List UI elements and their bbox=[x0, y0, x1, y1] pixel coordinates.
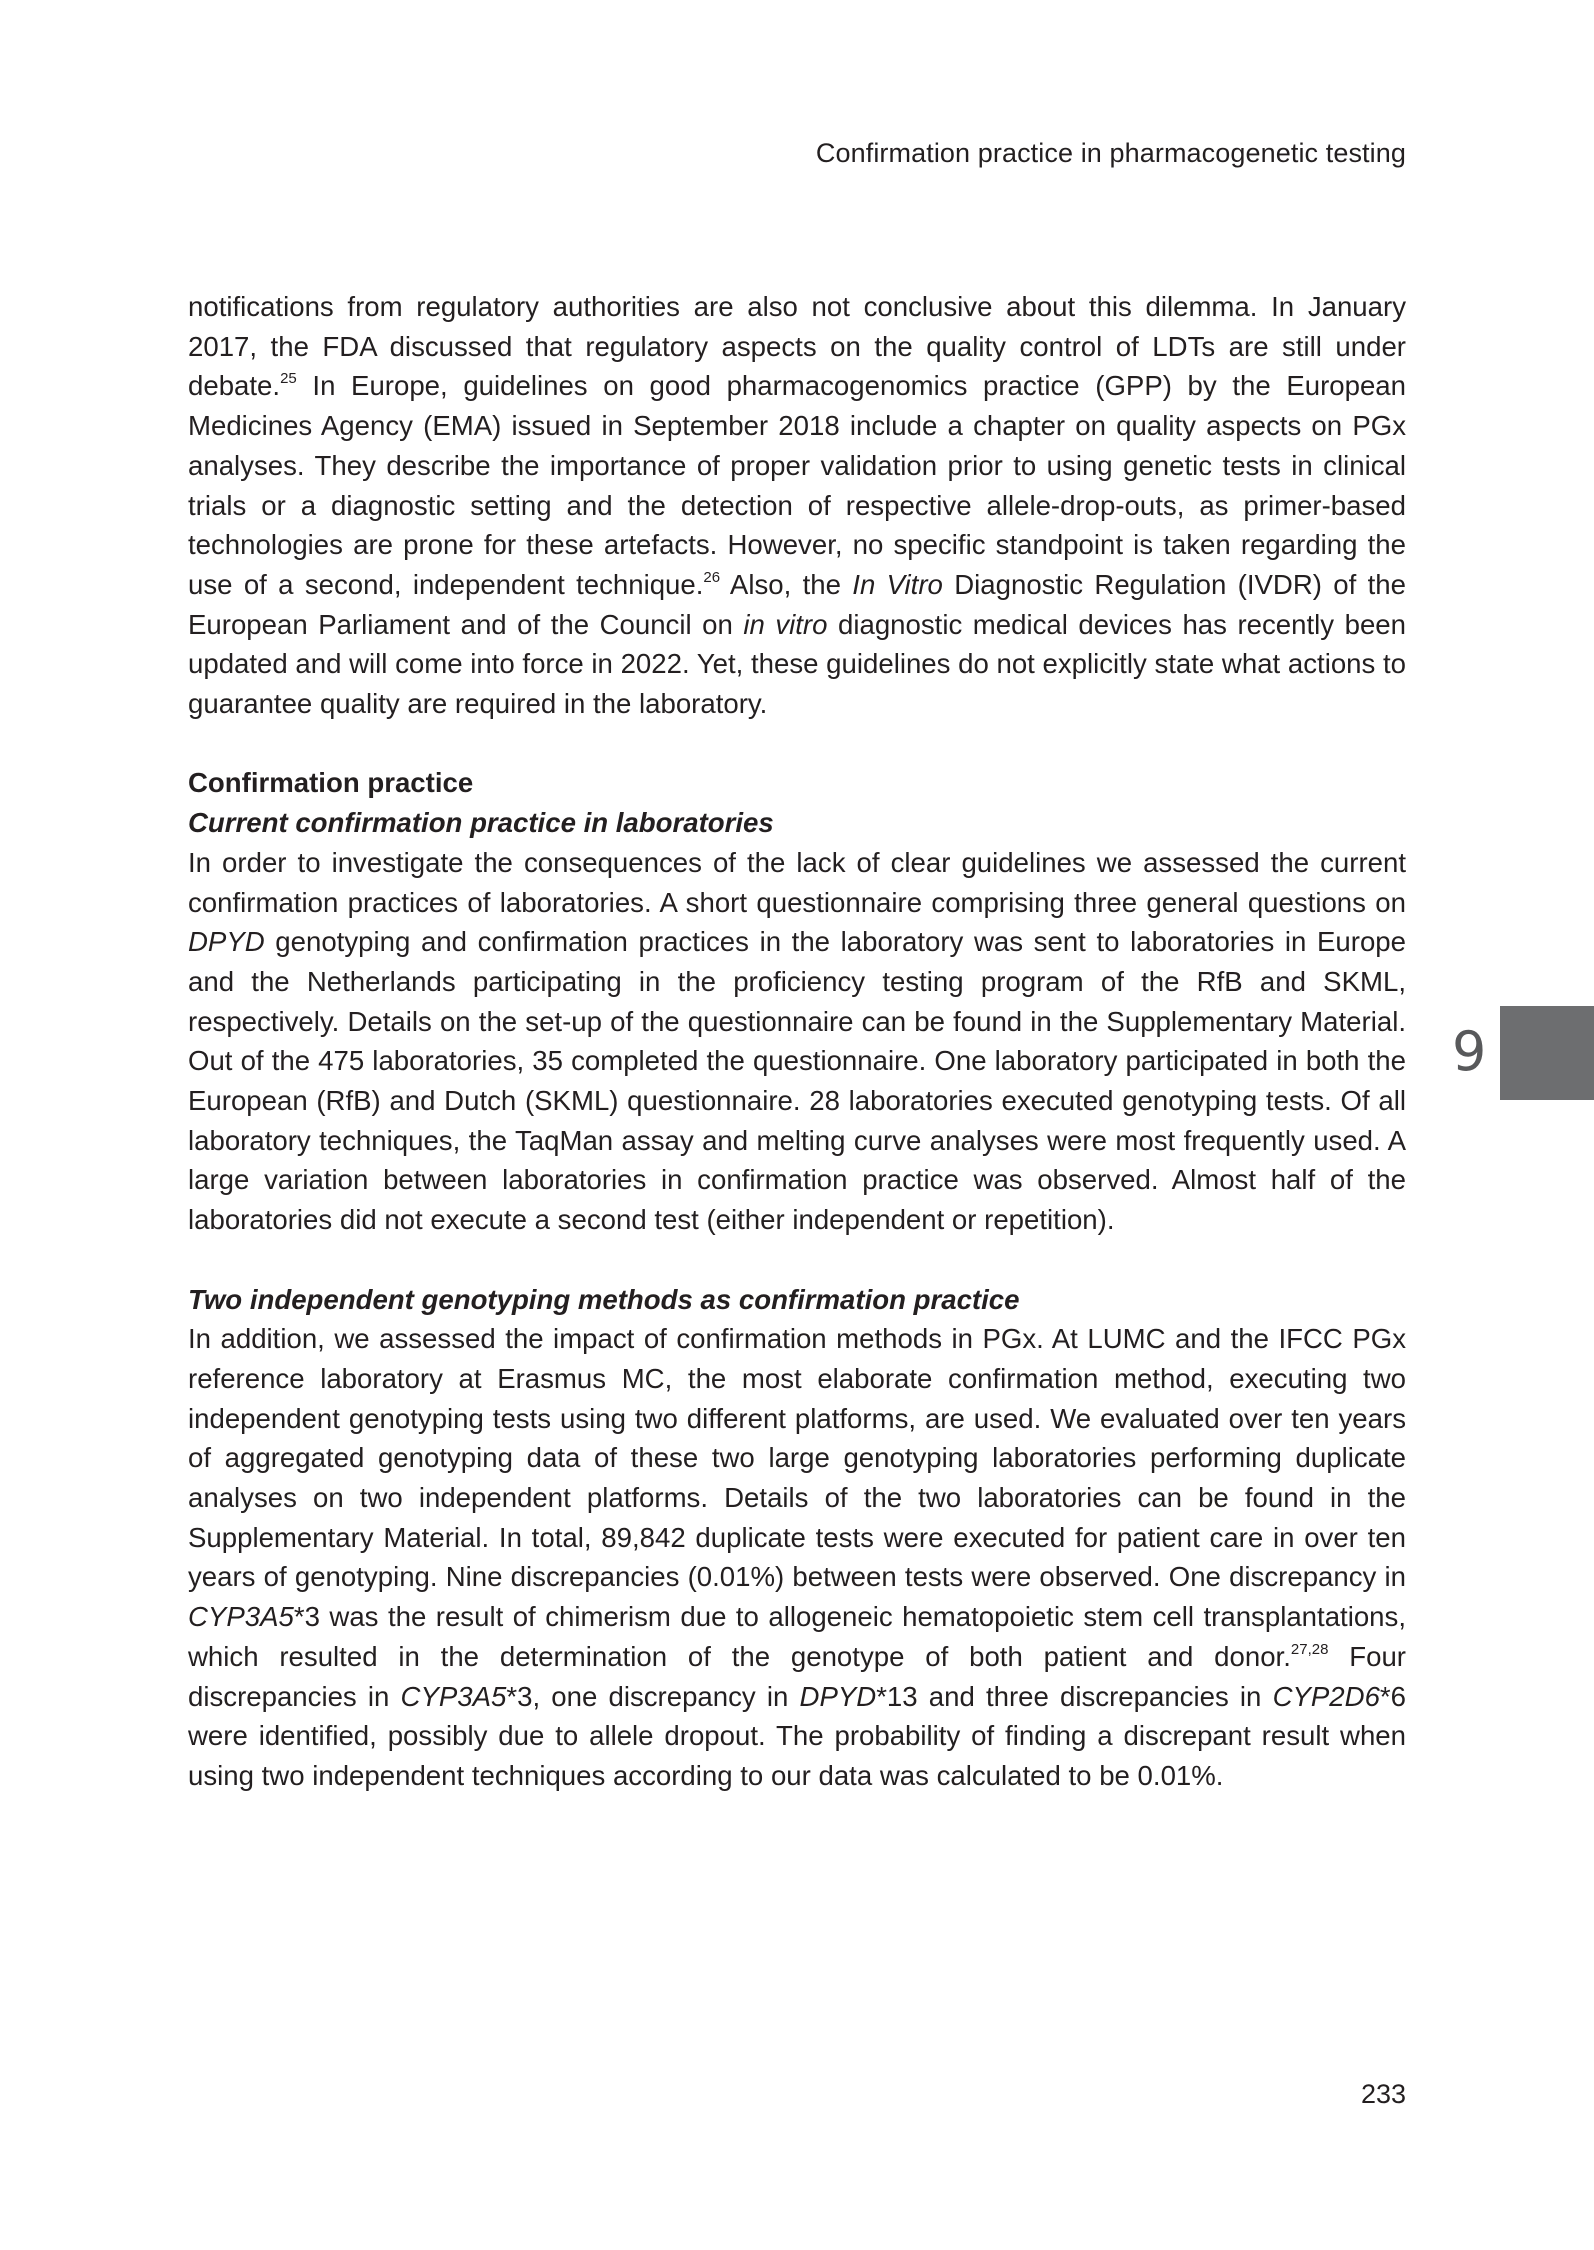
text-run: In addition, we assessed the impact of confirmation methods in PGx. At LUMC and the IFCC PGx reference laboratory at Erasmus MC, the most elaborate confirmation method, executing two independent genotyping tests using two different platforms, are used. We evaluated over ten years of aggregated genotyping data of these two large genotyping laboratories performing duplicate analyses on two independent platforms. Details of the two laboratories can be found in the Supplementary Material. In total, 89,842 duplicate tests were executed for patient care in over ten years of genotyping. Nine discrepancies (0.01%) between tests were observed. One discrepancy in bbox=[188, 1323, 1406, 1593]
section-heading: Confirmation practice bbox=[188, 767, 474, 799]
running-header: Confirmation practice in pharmacogenetic testing bbox=[815, 138, 1406, 168]
text-run: genotyping and confirmation practices in the laboratory was sent to laboratories in Europe and the Netherlands participating in the proficiency testing program of the RfB and SKML, respectively. Details on the set-up of the questionnaire can be found in the Supplementary Material. Out of the 475 laboratories, 35 completed the questionnaire. One laboratory participated in both the European (RfB) and Dutch (SKML) questionnaire. 28 laboratories executed genotyping tests. Of all laboratory techniques, the TaqMan assay and melting curve analyses were most frequently used. A large variation between laboratories in confirmation practice was observed. Almost half of the laboratories did not execute a second test (either independent or repetition). bbox=[188, 926, 1406, 1236]
citation-25: 25 bbox=[280, 370, 297, 388]
subsection-heading-two-methods: Two independent genotyping methods as confirmation practice bbox=[188, 1283, 1020, 1315]
gene-name: DPYD bbox=[188, 926, 265, 958]
text-run: diagnostic medical devices has recently been updated and will come into force in 2022. Yet, these guidelines do not explicitly state what actions to guarantee quality are required in the laboratory. bbox=[188, 608, 1407, 720]
gene-name: CYP3A5 bbox=[400, 1680, 507, 1712]
page-number: 233 bbox=[1360, 2079, 1406, 2109]
text-run: *3 was the result of chimerism due to allogeneic hematopoietic stem cell transplantations, which resulted in the determination of the genotype of both patient and donor. bbox=[188, 1601, 1406, 1672]
italic-term: In Vitro bbox=[852, 568, 943, 600]
paragraph-questionnaire bbox=[188, 843, 1406, 1240]
text-run: notifications from regulatory authorities are also not conclusive about this dilemma. In January 2017, the FDA discussed that regulatory aspects on the quality control of LDTs are still under debate. bbox=[188, 291, 1406, 402]
text-run: *3, one discrepancy in bbox=[506, 1680, 800, 1712]
paragraph-duplicate-analyses bbox=[188, 1319, 1406, 1795]
text-run: *13 and three discrepancies in bbox=[876, 1680, 1273, 1712]
chapter-tab-marker bbox=[1500, 1006, 1594, 1100]
body-text bbox=[188, 287, 1406, 1796]
gene-name: DPYD bbox=[799, 1680, 877, 1712]
citation-27-28: 27,28 bbox=[1290, 1640, 1329, 1658]
text-run: In Europe, guidelines on good pharmacogenomics practice (GPP) by the European Medicines Agency (EMA) issued in September 2018 include a chapter on quality aspects on PGx analyses. They describe the importance of proper validation prior to using genetic tests in clinical trials or a diagnostic setting and the detection of respective allele-drop-outs, as primer-based technologies are prone for these artefacts. However, no specific standpoint is taken regarding the use of a second, independent technique. bbox=[188, 370, 1406, 600]
text-run: Four discrepancies in bbox=[188, 1640, 1406, 1712]
subsection-heading-current-practice: Current confirmation practice in laboratories bbox=[188, 807, 774, 839]
text-run: Diagnostic Regulation (IVDR) of the European Parliament and of the Council on bbox=[188, 568, 1406, 640]
chapter-number: 9 bbox=[1452, 1020, 1487, 1083]
italic-term: in vitro bbox=[743, 608, 828, 640]
citation-26: 26 bbox=[703, 568, 721, 586]
gene-name: CYP3A5 bbox=[188, 1601, 294, 1633]
text-run: In order to investigate the consequences of the lack of clear guidelines we assessed the current confirmation practices of laboratories. A short questionnaire comprising three general questions on bbox=[188, 846, 1406, 918]
paragraph-regulatory bbox=[188, 287, 1406, 724]
text-run: *6 were identified, possibly due to allele dropout. The probability of finding a discrepant result when using two independent techniques according to our data was calculated to be 0.01%. bbox=[188, 1680, 1407, 1791]
gene-name: CYP2D6 bbox=[1272, 1680, 1380, 1712]
text-run: Also, the bbox=[720, 568, 853, 600]
